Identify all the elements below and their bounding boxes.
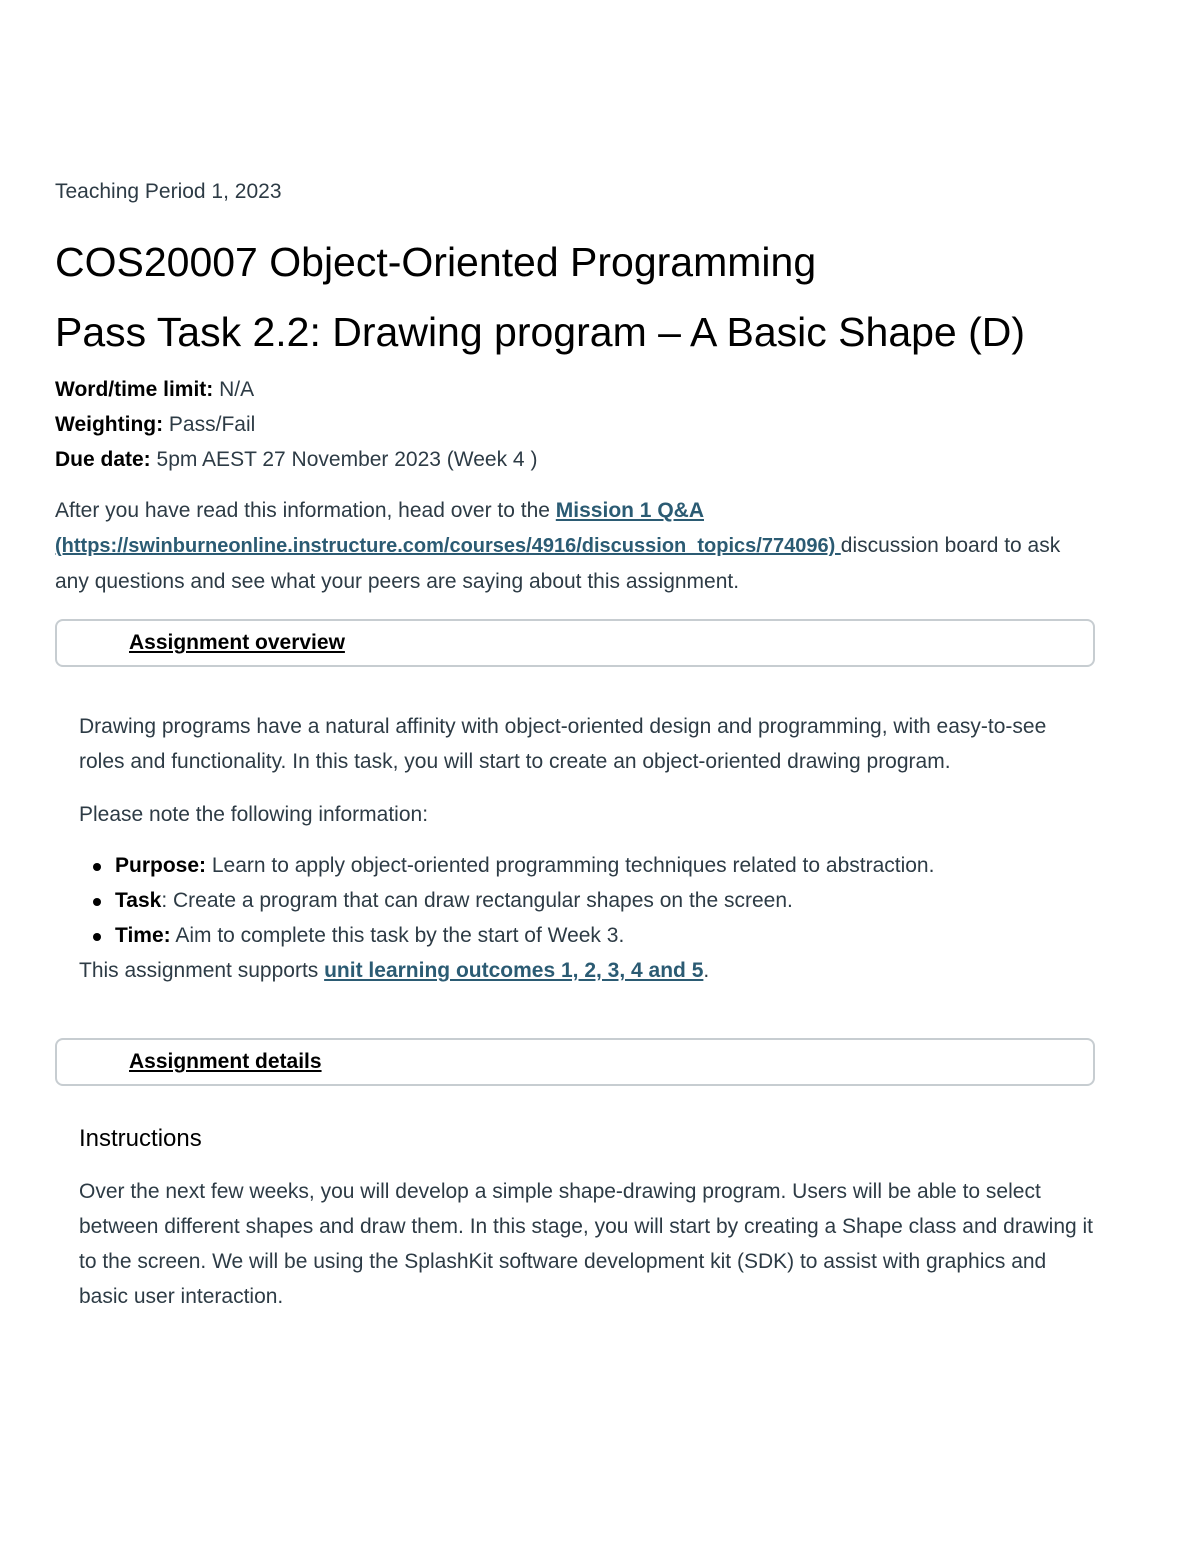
mission-qa-link[interactable]: Mission 1 Q&A — [555, 499, 704, 522]
bullet-text: Learn to apply object-oriented programming techniques related to abstraction. — [206, 854, 935, 877]
discussion-url-link[interactable]: (https://swinburneonline.instructure.com/courses/4916/discussion_topics/774096) — [55, 535, 841, 557]
bullet-label: Time: — [115, 924, 171, 947]
assignment-details-header[interactable]: Assignment details — [55, 1038, 1095, 1086]
meta-value: 5pm AEST 27 November 2023 (Week 4 ) — [150, 448, 538, 471]
assignment-overview-body — [55, 667, 1095, 988]
course-title: COS20007 Object-Oriented Programming — [55, 239, 817, 285]
meta-value: Pass/Fail — [163, 413, 256, 436]
overview-note: Please note the following information: — [79, 803, 429, 826]
list-item — [115, 848, 1095, 883]
assignment-page — [55, 176, 1095, 1314]
intro-text-after: discussion board to ask any questions and see what your peers are saying about this assignment. — [55, 534, 1061, 593]
intro-text-before: After you have read this information, head over to the — [55, 499, 556, 522]
list-item — [115, 883, 1095, 918]
assignment-details-section — [55, 1038, 1095, 1314]
meta-due-date — [55, 442, 1095, 477]
supports-paragraph — [79, 953, 1095, 988]
meta-weighting — [55, 407, 1095, 442]
meta-label: Weighting: — [55, 413, 164, 436]
meta-label: Due date: — [55, 448, 151, 471]
instructions-paragraph: Over the next few weeks, you will develop a simple shape-drawing program. Users will be able to select between different shapes and draw them. In this stage, you will start by creating a Shape class and drawing it to the screen. We will be using the SplashKit software development kit (SDK) to assist with graphics and basic user interaction. — [79, 1180, 1094, 1308]
list-item — [115, 918, 1095, 953]
bullet-label: Task — [115, 889, 162, 912]
meta-value: N/A — [213, 378, 255, 401]
assignment-meta — [55, 372, 1095, 477]
meta-word-limit — [55, 372, 1095, 407]
overview-bullet-list — [79, 848, 1095, 953]
bullet-text: Aim to complete this task by the start of Week 3. — [170, 924, 625, 947]
assignment-details-body — [55, 1122, 1095, 1314]
teaching-period: Teaching Period 1, 2023 — [55, 180, 282, 203]
task-title: Pass Task 2.2: Drawing program – A Basic Shape (D) — [55, 309, 1026, 355]
intro-paragraph — [55, 493, 1095, 599]
bullet-label: Purpose: — [115, 854, 207, 877]
bullet-text: : Create a program that can draw rectangular shapes on the screen. — [161, 889, 793, 912]
overview-paragraph: Drawing programs have a natural affinity with object-oriented design and programming, with easy-to-see roles and functionality. In this task, you will start to create an object-oriented drawing program. — [79, 715, 1047, 773]
supports-text-before: This assignment supports — [79, 959, 325, 982]
learning-outcomes-link[interactable]: unit learning outcomes 1, 2, 3, 4 and 5 — [324, 959, 704, 982]
instructions-heading: Instructions — [79, 1125, 202, 1152]
assignment-overview-section — [55, 619, 1095, 988]
supports-text-after: . — [703, 959, 710, 982]
meta-label: Word/time limit: — [55, 378, 214, 401]
assignment-overview-header[interactable]: Assignment overview — [55, 619, 1095, 667]
